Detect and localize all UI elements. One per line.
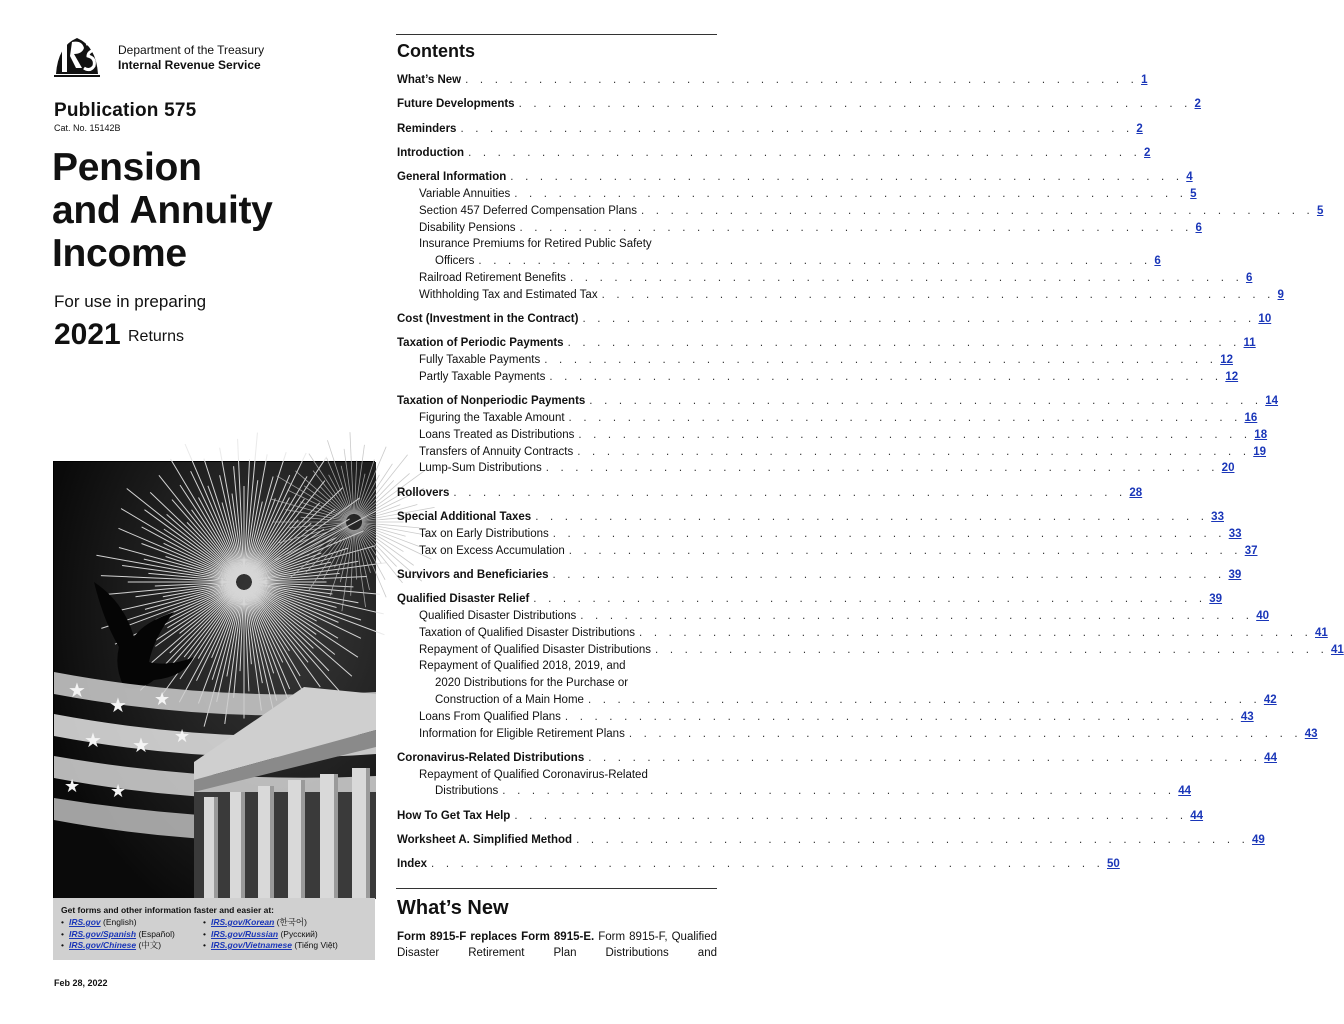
toc-subentry[interactable]: [397, 253, 1161, 270]
whats-new-lead: Form 8915-F replaces Form 8915-E.: [397, 931, 595, 943]
svg-text:★: ★: [154, 689, 171, 710]
toc-subentry[interactable]: [397, 444, 1267, 461]
link-item: • IRS.gov/Chinese (中文): [61, 940, 162, 950]
toc-page-link[interactable]: 6: [1195, 221, 1202, 234]
toc-gap: [397, 800, 717, 808]
toc-page-link[interactable]: 37: [1244, 544, 1258, 557]
irs-link[interactable]: IRS.gov: [69, 917, 101, 927]
link-language: (English): [103, 917, 137, 927]
toc-page-link[interactable]: 2: [1136, 122, 1143, 135]
link-language: (Tiếng Việt): [294, 940, 338, 950]
toc-label: Taxation of Nonperiodic Payments: [397, 395, 586, 408]
toc-leader-dots: . . . . . . . . . . . . . . . . . . . . . . . . . . . . . . . . . . . . . . . . . . . . . .: [589, 395, 1263, 408]
toc-label: Qualified Disaster Relief: [397, 593, 530, 606]
toc-page-link[interactable]: 2: [1194, 98, 1201, 111]
toc-leader-dots: . . . . . . . . . . . . . . . . . . . . . . . . . . . . . . . . . . . . . . . . . . . . . .: [639, 626, 1312, 639]
link-language: (Español): [138, 928, 175, 939]
toc-subentry: [397, 236, 717, 253]
toc-subentry[interactable]: [397, 220, 1202, 237]
irs-eagle-logo: [52, 34, 102, 80]
toc-label: Survivors and Beneficiaries: [397, 568, 549, 581]
title-line: Income: [52, 232, 187, 275]
toc-leader-dots: . . . . . . . . . . . . . . . . . . . . . . . . . . . . . . . . . . . . . . . . . . . . . .: [549, 370, 1223, 383]
toc-leader-dots: . . . . . . . . . . . . . . . . . . . . . . . . . . . . . . . . . . . . . . . . . . . . . .: [641, 204, 1314, 217]
toc-label: Loans From Qualified Plans: [419, 710, 561, 723]
toc-entry[interactable]: [397, 121, 1143, 138]
toc-gap: [397, 502, 717, 510]
toc-subentry[interactable]: [397, 543, 1258, 560]
toc-page-link[interactable]: 33: [1211, 511, 1224, 524]
whats-new-text: Form 8915-F, Qualified Disaster Retirement Plan Distributions and: [397, 931, 717, 959]
toc-gap: [397, 328, 717, 336]
irs-link[interactable]: IRS.gov/Chinese: [69, 940, 137, 950]
link-item: • IRS.gov (English): [61, 917, 137, 927]
toc-page-link[interactable]: 44: [1190, 809, 1204, 822]
toc-gap: [397, 304, 717, 312]
toc-label: Figuring the Taxable Amount: [419, 412, 565, 425]
toc-page-link[interactable]: 40: [1256, 610, 1269, 623]
toc-leader-dots: . . . . . . . . . . . . . . . . . . . . . . . . . . . . . . . . . . . . . . . . . . . . . .: [587, 694, 1261, 706]
toc-page-link[interactable]: 14: [1265, 395, 1279, 408]
page-title: [52, 146, 273, 275]
svg-text:★: ★: [68, 678, 86, 702]
agency-name: Internal Revenue Service: [118, 58, 261, 72]
toc-leader-dots: . . . . . . . . . . . . . . . . . . . . . . . . . . . . . . . . . . . . . . . . . . . . . .: [655, 643, 1328, 656]
toc-leader-dots: . . . . . . . . . . . . . . . . . . . . . . . . . . . . . . . . . . . . . . . . . . . . . .: [564, 710, 1238, 723]
title-line: Pension: [52, 146, 202, 189]
toc-label: Index: [397, 858, 428, 871]
cover-illustration: [53, 461, 375, 898]
toc-label: Construction of a Main Home: [435, 694, 584, 706]
toc-subentry[interactable]: [397, 608, 1269, 625]
toc-page-link[interactable]: 16: [1244, 412, 1258, 425]
toc-page-link[interactable]: 41: [1330, 643, 1344, 656]
table-of-contents: [397, 72, 1344, 873]
publication-date: Feb 28, 2022: [54, 978, 108, 988]
irs-link[interactable]: IRS.gov/Russian: [211, 928, 279, 939]
toc-entry[interactable]: [397, 832, 1265, 849]
toc-page-link[interactable]: 49: [1252, 834, 1265, 847]
toc-entry[interactable]: [397, 393, 1279, 410]
toc-page-link[interactable]: 39: [1228, 568, 1242, 581]
toc-page-link[interactable]: 1: [1141, 74, 1148, 86]
toc-label: Railroad Retirement Benefits: [419, 271, 567, 284]
toc-subentry: [397, 675, 717, 692]
toc-leader-dots: . . . . . . . . . . . . . . . . . . . . . . . . . . . . . . . . . . . . . . . . . . . . . .: [544, 354, 1218, 367]
toc-label: Future Developments: [397, 98, 515, 111]
toc-label: Partly Taxable Payments: [419, 370, 546, 383]
toc-label: Repayment of Qualified Coronavirus-Related: [419, 768, 648, 781]
toc-entry[interactable]: [397, 96, 1201, 113]
agency-block: [118, 43, 264, 73]
toc-page-link[interactable]: 6: [1154, 255, 1161, 268]
svg-text:★: ★: [64, 776, 81, 797]
link-item: • IRS.gov/Vietnamese (Tiếng Việt): [203, 940, 338, 950]
toc-gap: [397, 89, 717, 97]
svg-text:★: ★: [84, 728, 102, 752]
toc-subentry[interactable]: [397, 625, 1328, 642]
link-column: [203, 917, 338, 952]
toc-leader-dots: . . . . . . . . . . . . . . . . . . . . . . . . . . . . . . . . . . . . . . . . . . . . . .: [478, 255, 1152, 268]
toc-leader-dots: . . . . . . . . . . . . . . . . . . . . . . . . . . . . . . . . . . . . . . . . . . . . . .: [568, 412, 1242, 425]
toc-label: Repayment of Qualified Disaster Distributions: [419, 643, 652, 656]
toc-label: Coronavirus-Related Distributions: [397, 751, 585, 764]
toc-entry[interactable]: [397, 509, 1224, 526]
toc-page-link[interactable]: 43: [1304, 727, 1318, 740]
toc-page-link[interactable]: 12: [1220, 354, 1233, 367]
toc-label: Rollovers: [397, 486, 450, 499]
toc-subentry[interactable]: [397, 369, 1239, 386]
toc-leader-dots: . . . . . . . . . . . . . . . . . . . . . . . . . . . . . . . . . . . . . . . . . . . . . .: [519, 221, 1193, 234]
toc-subentry[interactable]: [397, 726, 1318, 743]
toc-label: Qualified Disaster Distributions: [419, 610, 577, 623]
toc-label: Variable Annuities: [419, 187, 511, 200]
toc-subentry[interactable]: [397, 642, 1344, 659]
toc-entry[interactable]: [397, 485, 1143, 502]
toc-leader-dots: . . . . . . . . . . . . . . . . . . . . . . . . . . . . . . . . . . . . . . . . . . . . . .: [601, 288, 1275, 301]
toc-leader-dots: . . . . . . . . . . . . . . . . . . . . . . . . . . . . . . . . . . . . . . . . . . . . . .: [570, 271, 1243, 284]
irs-link[interactable]: IRS.gov/Vietnamese: [211, 940, 292, 950]
toc-leader-dots: . . . . . . . . . . . . . . . . . . . . . . . . . . . . . . . . . . . . . . . . . . . . . .: [465, 74, 1139, 86]
toc-label: Section 457 Deferred Compensation Plans: [419, 204, 637, 217]
toc-leader-dots: . . . . . . . . . . . . . . . . . . . . . . . . . . . . . . . . . . . . . . . . . . . . . .: [468, 146, 1142, 159]
toc-entry[interactable]: [397, 169, 1193, 186]
toc-page-link[interactable]: 44: [1264, 751, 1277, 764]
toc-label: Withholding Tax and Estimated Tax: [419, 288, 598, 301]
toc-gap: [397, 559, 717, 567]
title-line: and Annuity: [52, 189, 273, 232]
toc-leader-dots: . . . . . . . . . . . . . . . . . . . . . . . . . . . . . . . . . . . . . . . . . . . . . .: [576, 834, 1250, 847]
toc-label: How To Get Tax Help: [397, 809, 511, 822]
toc-label: Repayment of Qualified 2018, 2019, and: [419, 660, 626, 673]
for-use-text: For use in preparing: [54, 292, 207, 311]
toc-label: Transfers of Annuity Contracts: [419, 445, 574, 458]
toc-leader-dots: . . . . . . . . . . . . . . . . . . . . . . . . . . . . . . . . . . . . . . . . . . . . . .: [510, 171, 1184, 184]
toc-leader-dots: . . . . . . . . . . . . . . . . . . . . . . . . . . . . . . . . . . . . . . . . . . . . . .: [545, 462, 1219, 475]
toc-leader-dots: . . . . . . . . . . . . . . . . . . . . . . . . . . . . . . . . . . . . . . . . . . . . . .: [518, 98, 1192, 111]
toc-entry[interactable]: [397, 145, 1151, 162]
toc-label: Insurance Premiums for Retired Public Safety: [419, 238, 652, 251]
toc-page-link[interactable]: 10: [1258, 313, 1272, 326]
toc-subentry[interactable]: [397, 692, 1277, 709]
contents-heading: Contents: [397, 41, 475, 61]
toc-page-link[interactable]: 2: [1144, 146, 1151, 159]
toc-page-link[interactable]: 6: [1245, 271, 1253, 284]
toc-page-link[interactable]: 5: [1190, 187, 1197, 200]
svg-text:★: ★: [132, 733, 150, 757]
toc-leader-dots: . . . . . . . . . . . . . . . . . . . . . . . . . . . . . . . . . . . . . . . . . . . . . .: [577, 445, 1251, 458]
toc-page-link[interactable]: 43: [1240, 710, 1254, 723]
toc-page-link[interactable]: 18: [1254, 428, 1268, 441]
toc-leader-dots: . . . . . . . . . . . . . . . . . . . . . . . . . . . . . . . . . . . . . . . . . . . . . .: [568, 544, 1242, 557]
svg-text:★: ★: [109, 693, 127, 717]
toc-label: Introduction: [397, 146, 465, 159]
whats-new-paragraph: [397, 929, 717, 961]
toc-leader-dots: . . . . . . . . . . . . . . . . . . . . . . . . . . . . . . . . . . . . . . . . . . . . . .: [453, 486, 1127, 499]
toc-leader-dots: . . . . . . . . . . . . . . . . . . . . . . . . . . . . . . . . . . . . . . . . . . . . . .: [582, 313, 1256, 326]
svg-text:★: ★: [174, 726, 191, 747]
toc-subentry[interactable]: [397, 709, 1254, 726]
toc-label: Tax on Excess Accumulation: [419, 544, 565, 557]
toc-entry[interactable]: [397, 856, 1120, 873]
link-item: • IRS.gov/Korean (한국어): [203, 917, 307, 927]
toc-leader-dots: . . . . . . . . . . . . . . . . . . . . . . . . . . . . . . . . . . . . . . . . . . . . . .: [514, 809, 1188, 822]
section-rule: [396, 888, 717, 889]
toc-subentry[interactable]: [397, 526, 1242, 543]
toc-label: Taxation of Qualified Disaster Distributions: [419, 626, 636, 639]
whats-new-heading: What’s New: [397, 897, 509, 919]
toc-subentry: [397, 767, 717, 784]
toc-page-link[interactable]: 44: [1178, 785, 1192, 798]
toc-label: Reminders: [397, 122, 457, 135]
link-item: • IRS.gov/Russian (Русский): [203, 928, 318, 939]
toc-page-link[interactable]: 28: [1129, 486, 1143, 499]
toc-leader-dots: . . . . . . . . . . . . . . . . . . . . . . . . . . . . . . . . . . . . . . . . . . . . . .: [552, 527, 1226, 540]
irs-link[interactable]: IRS.gov/Spanish: [69, 928, 137, 939]
toc-gap: [397, 742, 717, 750]
toc-label: What’s New: [397, 74, 462, 86]
publication-number: Publication 575: [54, 100, 197, 121]
toc-page-link[interactable]: 19: [1253, 445, 1267, 458]
link-language: (中文): [138, 940, 162, 950]
toc-gap: [397, 162, 717, 170]
toc-subentry[interactable]: [397, 287, 1284, 304]
link-column: [61, 917, 175, 952]
toc-label: Disability Pensions: [419, 221, 516, 234]
toc-leader-dots: . . . . . . . . . . . . . . . . . . . . . . . . . . . . . . . . . . . . . . . . . . . . . .: [578, 428, 1252, 441]
toc-leader-dots: . . . . . . . . . . . . . . . . . . . . . . . . . . . . . . . . . . . . . . . . . . . . . .: [502, 785, 1176, 798]
toc-page-link[interactable]: 50: [1107, 858, 1120, 871]
toc-label: Worksheet A. Simplified Method: [397, 834, 573, 847]
toc-gap: [397, 113, 717, 121]
get-forms-box: [53, 898, 375, 960]
toc-gap: [397, 825, 717, 833]
toc-leader-dots: . . . . . . . . . . . . . . . . . . . . . . . . . . . . . . . . . . . . . . . . . . . . . .: [533, 593, 1207, 606]
toc-leader-dots: . . . . . . . . . . . . . . . . . . . . . . . . . . . . . . . . . . . . . . . . . . . . . .: [431, 858, 1104, 871]
toc-label: General Information: [397, 171, 507, 184]
toc-leader-dots: . . . . . . . . . . . . . . . . . . . . . . . . . . . . . . . . . . . . . . . . . . . . . .: [588, 751, 1262, 764]
toc-label: Special Additional Taxes: [397, 511, 532, 524]
toc-leader-dots: . . . . . . . . . . . . . . . . . . . . . . . . . . . . . . . . . . . . . . . . . . . . . .: [535, 511, 1209, 524]
toc-label: Information for Eligible Retirement Plans: [419, 727, 625, 740]
toc-page-link[interactable]: 20: [1221, 462, 1235, 475]
catalog-number: Cat. No. 15142B: [54, 123, 121, 133]
toc-gap: [397, 849, 717, 857]
toc-page-link[interactable]: 41: [1315, 626, 1328, 639]
toc-label: Distributions: [435, 785, 499, 798]
toc-label: Cost (Investment in the Contract): [397, 313, 579, 326]
toc-entry[interactable]: [397, 591, 1223, 608]
toc-gap: [397, 477, 717, 485]
toc-entry[interactable]: [397, 72, 1148, 89]
toc-entry[interactable]: [397, 311, 1272, 328]
toc-entry[interactable]: [397, 335, 1256, 352]
toc-label: Tax on Early Distributions: [419, 527, 549, 540]
toc-entry[interactable]: [397, 750, 1277, 767]
toc-subentry[interactable]: [397, 203, 1324, 220]
returns-text: Returns: [128, 328, 185, 345]
toc-page-link[interactable]: 12: [1225, 370, 1239, 383]
toc-entry[interactable]: [397, 567, 1242, 584]
irs-link[interactable]: IRS.gov/Korean: [211, 917, 275, 927]
toc-page-link[interactable]: 11: [1243, 337, 1256, 350]
link-language: (Русский): [280, 928, 318, 939]
get-forms-heading: Get forms and other information faster and easier at:: [61, 905, 275, 915]
link-language: (한국어): [276, 917, 307, 927]
toc-label: Taxation of Periodic Payments: [397, 337, 564, 350]
toc-page-link[interactable]: 5: [1316, 204, 1324, 217]
toc-subentry[interactable]: [397, 186, 1197, 203]
tax-year: 2021: [54, 318, 121, 351]
toc-label: 2020 Distributions for the Purchase or: [435, 677, 629, 690]
toc-subentry[interactable]: [397, 410, 1258, 427]
toc-page-link[interactable]: 39: [1209, 593, 1223, 606]
toc-page-link[interactable]: 42: [1263, 694, 1277, 706]
toc-subentry[interactable]: [397, 460, 1235, 477]
toc-leader-dots: . . . . . . . . . . . . . . . . . . . . . . . . . . . . . . . . . . . . . . . . . . . . . .: [552, 568, 1226, 581]
toc-leader-dots: . . . . . . . . . . . . . . . . . . . . . . . . . . . . . . . . . . . . . . . . . . . . . .: [628, 727, 1302, 740]
link-item: • IRS.gov/Spanish (Español): [61, 928, 175, 939]
top-rule: [396, 34, 717, 35]
toc-leader-dots: . . . . . . . . . . . . . . . . . . . . . . . . . . . . . . . . . . . . . . . . . . . . . .: [460, 122, 1134, 135]
toc-subentry: [397, 658, 717, 675]
toc-page-link[interactable]: 9: [1277, 288, 1284, 301]
toc-subentry[interactable]: [397, 352, 1233, 369]
toc-subentry[interactable]: [397, 270, 1253, 287]
toc-gap: [397, 137, 717, 145]
svg-text:★: ★: [110, 781, 127, 802]
toc-gap: [397, 584, 717, 592]
toc-leader-dots: . . . . . . . . . . . . . . . . . . . . . . . . . . . . . . . . . . . . . . . . . . . . . .: [580, 610, 1254, 623]
toc-label: Officers: [435, 255, 475, 268]
toc-page-link[interactable]: 4: [1186, 171, 1193, 184]
toc-label: Loans Treated as Distributions: [419, 428, 575, 441]
toc-leader-dots: . . . . . . . . . . . . . . . . . . . . . . . . . . . . . . . . . . . . . . . . . . . . . .: [567, 337, 1241, 350]
department-name: Department of the Treasury: [118, 43, 265, 57]
toc-label: Lump-Sum Distributions: [419, 462, 542, 475]
toc-label: Fully Taxable Payments: [419, 354, 541, 367]
toc-subentry[interactable]: [397, 427, 1268, 444]
toc-leader-dots: . . . . . . . . . . . . . . . . . . . . . . . . . . . . . . . . . . . . . . . . . . . . . .: [514, 187, 1188, 200]
toc-page-link[interactable]: 33: [1228, 527, 1242, 540]
toc-entry[interactable]: [397, 808, 1204, 825]
toc-gap: [397, 386, 717, 394]
toc-subentry[interactable]: [397, 783, 1192, 800]
